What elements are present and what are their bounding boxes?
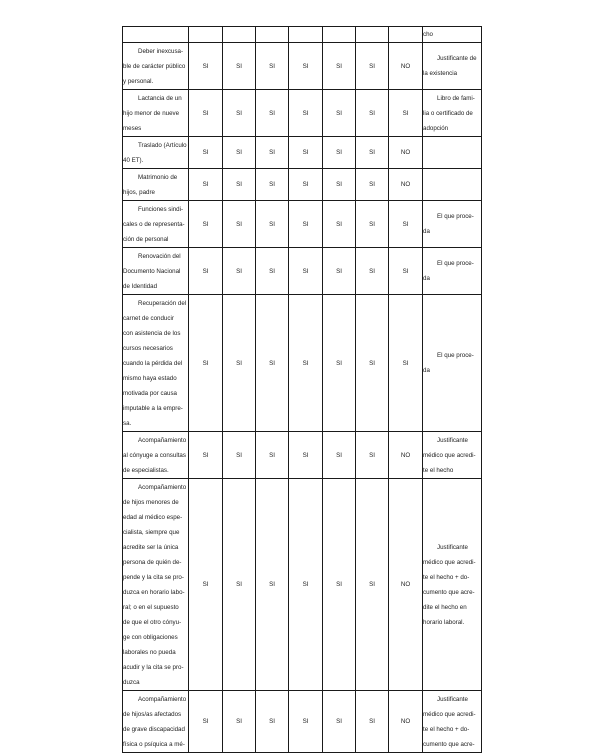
value-cell: SI	[389, 248, 423, 295]
value-cell: SI	[356, 248, 389, 295]
value-cell: SI	[223, 432, 256, 479]
concept-cell	[123, 479, 189, 691]
documentation-text: El que proce- da	[423, 352, 474, 374]
value-cell: SI	[223, 691, 256, 753]
header-fragment-cell	[423, 27, 482, 43]
concept-text: Matrimonio de hijos, padre	[123, 174, 178, 196]
concept-cell	[123, 201, 189, 248]
table-row	[123, 691, 482, 753]
documentation-cell	[423, 201, 482, 248]
documentation-cell	[423, 691, 482, 753]
value-cell: SI	[189, 43, 223, 90]
concept-text: Acompañamiento de hijos menores de edad al médico espe- cialista, siempre que acredite ser la única persona de quién de- pende y la cita se pro- duzca en horario labo- ral; o en el supuesto de que el otro cónyu- ge con obligaciones laborales no pueda acudir y la cita se pro- duzca	[123, 484, 187, 686]
table-body	[123, 27, 482, 753]
concept-cell	[123, 248, 189, 295]
value-cell: SI	[356, 201, 389, 248]
value-cell: SI	[189, 137, 223, 169]
value-cell: SI	[223, 295, 256, 432]
value-cell: SI	[389, 295, 423, 432]
concept-cell	[123, 432, 189, 479]
value-cell: SI	[323, 479, 356, 691]
value-cell: SI	[223, 137, 256, 169]
value-cell: SI	[289, 432, 323, 479]
value-cell: SI	[223, 43, 256, 90]
value-cell: SI	[356, 90, 389, 137]
value-cell: SI	[256, 90, 289, 137]
value-cell: SI	[189, 479, 223, 691]
value-cell: SI	[256, 295, 289, 432]
value-cell: SI	[323, 248, 356, 295]
concept-text: Acompañamiento al cónyuge a consultas de especialistas.	[123, 437, 187, 474]
documentation-cell	[423, 137, 482, 169]
value-cell: SI	[323, 90, 356, 137]
table-cell-empty	[389, 27, 423, 43]
value-cell: SI	[323, 432, 356, 479]
value-cell: SI	[289, 43, 323, 90]
table-row	[123, 169, 482, 201]
concept-cell	[123, 295, 189, 432]
concept-text: Funciones sindi- cales o de representa- ción de personal	[123, 206, 185, 243]
documentation-text: Justificante médico que acredi- te el hecho + do- cumento que acre-	[423, 695, 476, 748]
value-cell: SI	[223, 90, 256, 137]
value-cell: SI	[256, 479, 289, 691]
documentation-cell	[423, 432, 482, 479]
concept-cell	[123, 691, 189, 753]
value-cell: NO	[389, 691, 423, 753]
documentation-text: Justificante de la existencia	[423, 55, 477, 77]
value-cell: SI	[356, 691, 389, 753]
table-cell-empty	[256, 27, 289, 43]
value-cell: SI	[189, 169, 223, 201]
value-cell: SI	[289, 295, 323, 432]
table-cell-empty	[356, 27, 389, 43]
value-cell: SI	[223, 479, 256, 691]
value-cell: SI	[256, 201, 289, 248]
table-cell-empty	[189, 27, 223, 43]
value-cell: SI	[289, 90, 323, 137]
table-row	[123, 137, 482, 169]
value-cell: SI	[256, 432, 289, 479]
concept-text: Lactancia de un hijo menor de nueve meses	[123, 95, 182, 132]
value-cell: SI	[289, 201, 323, 248]
value-cell: SI	[223, 201, 256, 248]
table-row	[123, 432, 482, 479]
table-cell-empty	[123, 27, 189, 43]
concept-text: Deber inexcusa- ble de carácter público y personal.	[123, 48, 186, 85]
value-cell: NO	[389, 137, 423, 169]
table-row	[123, 295, 482, 432]
value-cell: SI	[223, 248, 256, 295]
table-row	[123, 90, 482, 137]
value-cell: SI	[389, 201, 423, 248]
value-cell: SI	[323, 295, 356, 432]
permits-table	[122, 26, 482, 753]
documentation-cell	[423, 295, 482, 432]
concept-text: Acompañamiento de hijos/as afectados de grave discapacidad física o psíquica a mé-	[123, 696, 187, 748]
value-cell: SI	[256, 169, 289, 201]
value-cell: SI	[289, 137, 323, 169]
table-cell-empty	[323, 27, 356, 43]
table-row	[123, 248, 482, 295]
table-row-continuation	[123, 27, 482, 43]
value-cell: SI	[356, 432, 389, 479]
value-cell: SI	[189, 295, 223, 432]
header-fragment-text: cho	[423, 31, 433, 38]
concept-text: Recuperación del carnet de conducir con asistencia de los cursos necesarios cuando la pérdida del mismo haya estado motivada por causa imputable a la empre- sa.	[123, 300, 187, 427]
value-cell: SI	[323, 43, 356, 90]
concept-text: Renovación del Documento Nacional de Identidad	[123, 253, 181, 290]
value-cell: SI	[289, 248, 323, 295]
value-cell: SI	[189, 691, 223, 753]
documentation-cell	[423, 43, 482, 90]
table-cell-empty	[289, 27, 323, 43]
value-cell: SI	[256, 248, 289, 295]
value-cell: SI	[289, 691, 323, 753]
documentation-cell	[423, 90, 482, 137]
value-cell: SI	[323, 169, 356, 201]
table-cell-empty	[223, 27, 256, 43]
documentation-text: El que proce- da	[423, 260, 474, 282]
value-cell: NO	[389, 169, 423, 201]
concept-cell	[123, 137, 189, 169]
value-cell: NO	[389, 43, 423, 90]
concept-cell	[123, 169, 189, 201]
value-cell: SI	[356, 43, 389, 90]
concept-cell	[123, 90, 189, 137]
table-row	[123, 479, 482, 691]
value-cell: SI	[356, 137, 389, 169]
value-cell: SI	[389, 90, 423, 137]
table-row	[123, 43, 482, 90]
value-cell: NO	[389, 479, 423, 691]
concept-text: Traslado (Artículo 40 ET).	[123, 142, 187, 164]
value-cell: SI	[189, 248, 223, 295]
documentation-cell	[423, 169, 482, 201]
documentation-text: Justificante médico que acredi- te el hecho	[423, 436, 476, 474]
value-cell: SI	[256, 691, 289, 753]
value-cell: SI	[189, 201, 223, 248]
value-cell: SI	[256, 137, 289, 169]
value-cell: SI	[323, 691, 356, 753]
documentation-text: Justificante médico que acredi- te el hecho + do- cumento que acre- dite el hecho en horario laboral.	[423, 543, 476, 626]
documentation-cell	[423, 479, 482, 691]
value-cell: SI	[356, 169, 389, 201]
value-cell: SI	[256, 43, 289, 90]
value-cell: SI	[356, 295, 389, 432]
concept-cell	[123, 43, 189, 90]
value-cell: SI	[223, 169, 256, 201]
value-cell: SI	[189, 90, 223, 137]
documentation-text: El que proce- da	[423, 213, 474, 235]
value-cell: SI	[323, 201, 356, 248]
value-cell: SI	[323, 137, 356, 169]
value-cell: SI	[189, 432, 223, 479]
value-cell: SI	[356, 479, 389, 691]
table-row	[123, 201, 482, 248]
documentation-text: Libro de fami- lia o certificado de adopción	[423, 94, 475, 132]
value-cell: NO	[389, 432, 423, 479]
value-cell: SI	[289, 169, 323, 201]
documentation-cell	[423, 248, 482, 295]
value-cell: SI	[289, 479, 323, 691]
